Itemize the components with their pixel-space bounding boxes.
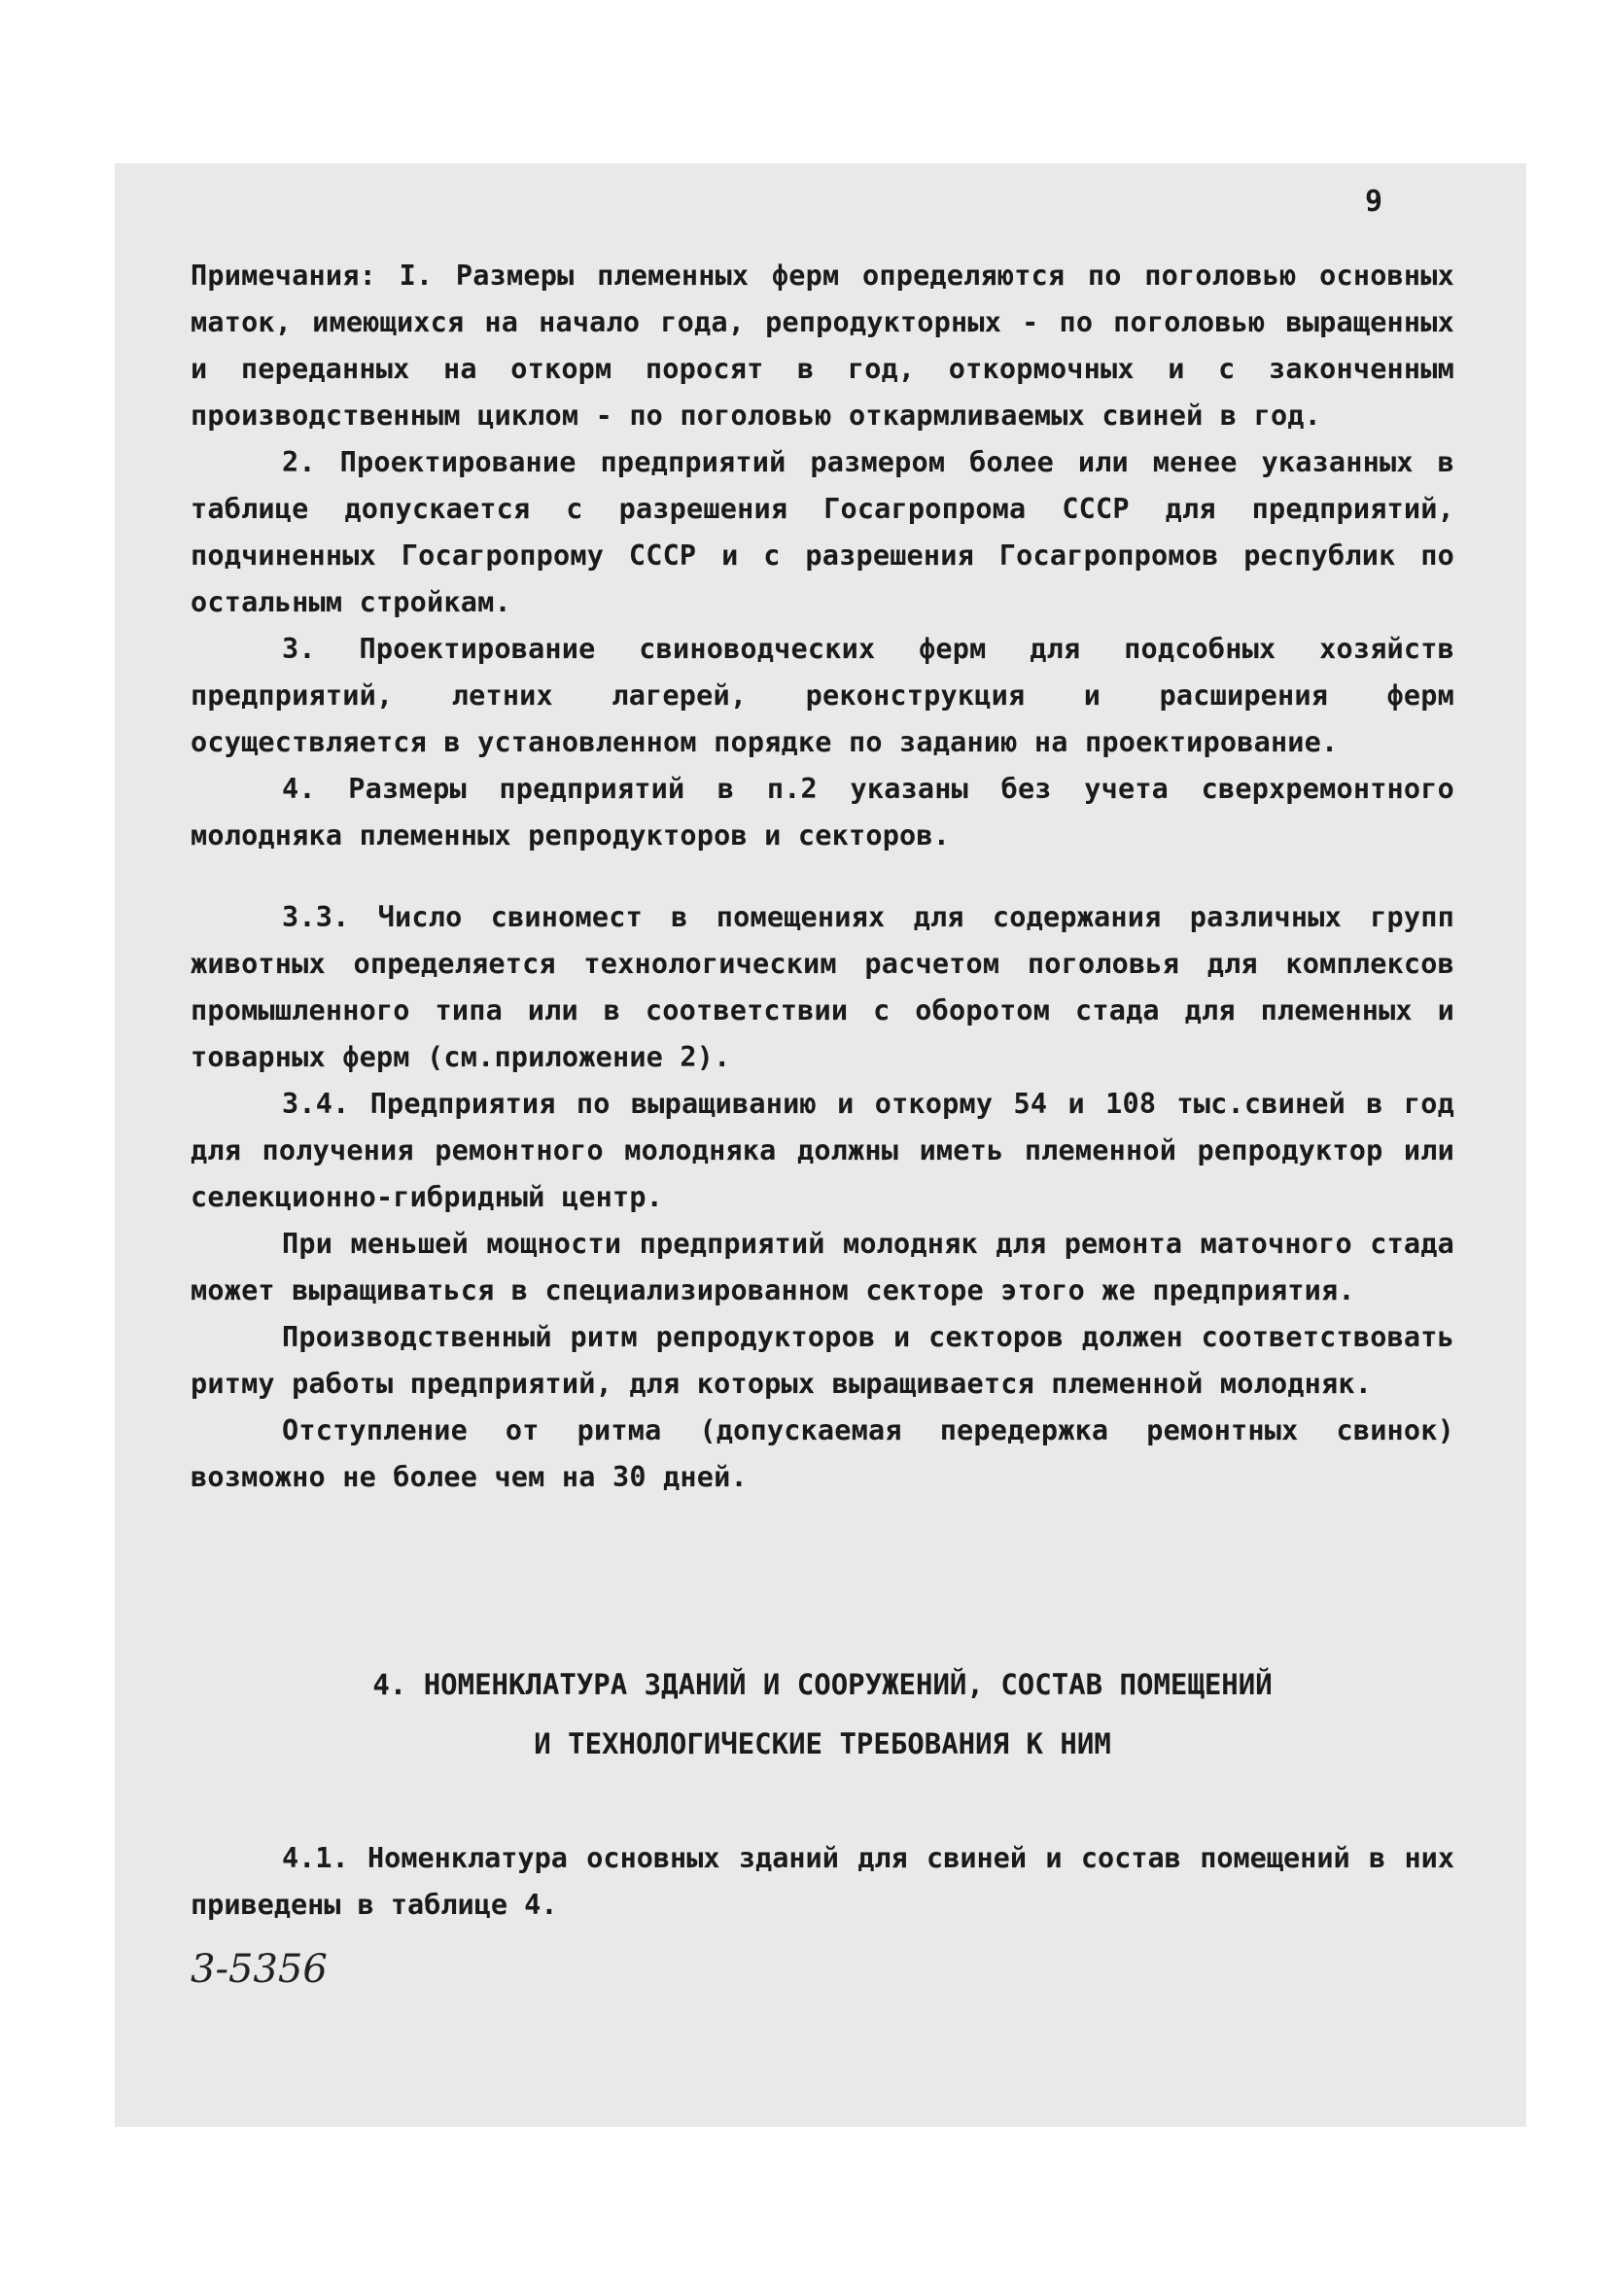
paragraph-production-rhythm: Производственный ритм репродукторов и секторов должен соответствовать ритму работы предприятий, для которых выращивается племенной молодняк. [191,1321,1454,1400]
note-2: 2. Проектирование предприятий размером более или менее указанных в таблице допускается с разрешения Госагропрома СССР для предприятий, подчиненных Госагропрому СССР и с разрешения Госагропромов республик по остальным стройкам. [191,446,1454,618]
paragraph-3-3: 3.3. Число свиномест в помещениях для содержания различных групп животных определяется технологическим расчетом поголовья для комплексов промышленного типа или в соответствии с оборотом стада для племенных и товарных ферм (см.приложение 2). [191,901,1454,1073]
paragraph-smaller-capacity: При меньшей мощности предприятий молодняк для ремонта маточного стада может выращиваться в специализированном секторе этого же предприятия. [191,1228,1454,1306]
section-heading-line-2: И ТЕХНОЛОГИЧЕСКИЕ ТРЕБОВАНИЯ К НИМ [534,1727,1111,1760]
section-heading-line-1: 4. НОМЕНКЛАТУРА ЗДАНИЙ И СООРУЖЕНИЙ, СОСТАВ ПОМЕЩЕНИЙ [372,1668,1273,1701]
section-4-text [191,1835,1454,1929]
page-number: 9 [1365,185,1383,219]
notes-block [191,253,1454,1501]
paragraph-rhythm-deviation: Отступление от ритма (допускаемая передержка ремонтных свинок) возможно не более чем на 30 дней. [191,1414,1454,1493]
paragraph-4-1: 4.1. Номенклатура основных зданий для свиней и состав помещений в них приведены в таблице 4. [191,1842,1454,1921]
note-3: 3. Проектирование свиноводческих ферм для подсобных хозяйств предприятий, летних лагерей, реконструкция и расширения ферм осуществляется в установленном порядке по заданию на проектирование. [191,633,1454,758]
note-1: Примечания: I. Размеры племенных ферм определяются по поголовью основных маток, имеющихся на начало года, репродукторных - по поголовью выращенных и переданных на откорм поросят в год, откормочных и с законченным производственным циклом - по поголовью откармливаемых свиней в год. [191,260,1454,432]
note-4: 4. Размеры предприятий в п.2 указаны без учета сверхремонтного молодняка племенных репродукторов и секторов. [191,773,1454,852]
paragraph-3-4: 3.4. Предприятия по выращиванию и откорму 54 и 108 тыс.свиней в год для получения ремонтного молодняка должны иметь племенной репродуктор или селекционно-гибридный центр. [191,1088,1454,1213]
handwritten-note: 3-5356 [191,1947,328,1992]
